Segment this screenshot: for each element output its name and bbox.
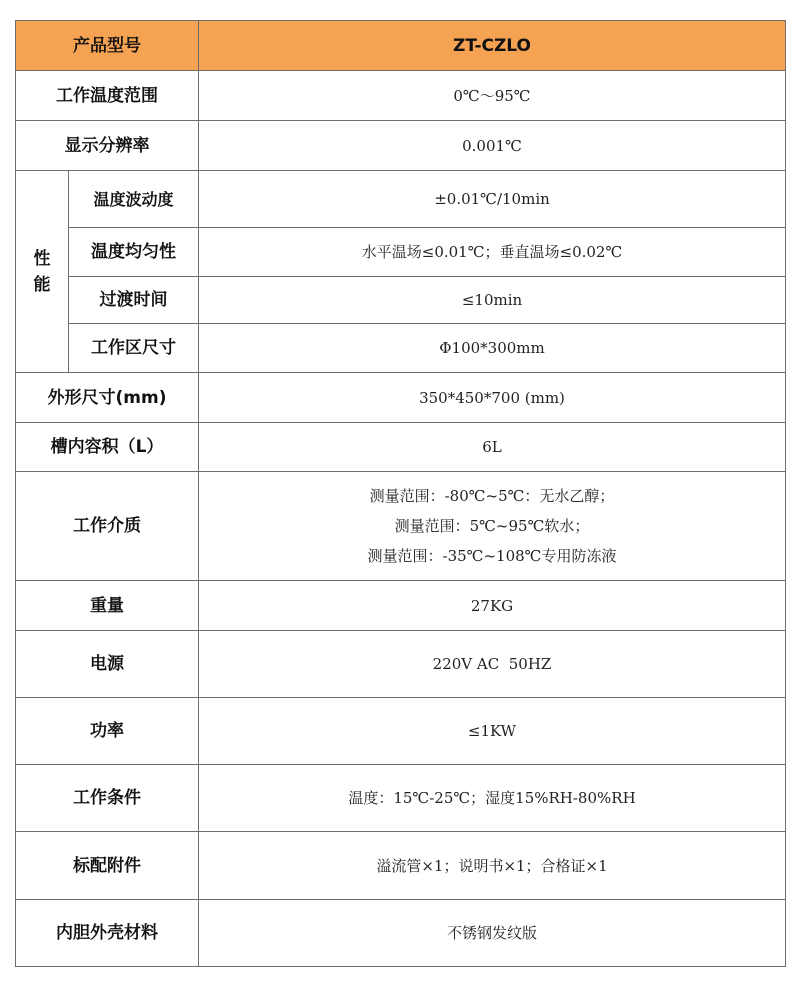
row-label-conditions: 工作条件 [16,765,199,832]
row-value-weight: 27KG [199,581,786,631]
row-label-material: 内胆外壳材料 [16,900,199,967]
medium-line-3: 测量范围：-35℃~108℃专用防冻液 [367,547,617,565]
row-value-temp-fluctuation: ±0.01℃/10min [199,171,786,228]
table-row [16,765,786,832]
row-label-weight: 重量 [16,581,199,631]
row-label-work-zone-size: 工作区尺寸 [69,324,199,373]
row-label-temp-fluctuation: 温度波动度 [69,171,199,228]
medium-line-2: 测量范围：5℃~95℃软水； [394,517,590,535]
table-row [16,900,786,967]
row-label-power-supply: 电源 [16,631,199,698]
table-row [16,581,786,631]
table-row [16,832,786,900]
row-label-dimensions: 外形尺寸(mm) [16,373,199,423]
row-value-volume: 6L [199,423,786,472]
row-label-accessories: 标配附件 [16,832,199,900]
table-row [16,373,786,423]
row-label-transition-time: 过渡时间 [69,277,199,324]
row-label-medium: 工作介质 [16,472,199,581]
table-row [16,121,786,171]
row-value-accessories: 溢流管×1；说明书×1；合格证×1 [199,832,786,900]
header-row [16,21,786,71]
row-value-work-zone-size: Φ100*300mm [199,324,786,373]
row-label-resolution: 显示分辨率 [16,121,199,171]
row-value-resolution: 0.001℃ [199,121,786,171]
medium-line-1: 测量范围：-80℃~5℃：无水乙醇； [369,487,615,505]
row-label-volume: 槽内容积（L） [16,423,199,472]
table-row [16,423,786,472]
spec-table [15,20,786,967]
table-row [16,472,786,581]
header-label: 产品型号 [16,21,199,71]
row-label-temp-range: 工作温度范围 [16,71,199,121]
table-row [16,277,786,324]
row-value-temp-range: 0℃～95℃ [199,71,786,121]
performance-group-label: 性能 [16,171,69,373]
row-value-medium [199,472,786,581]
row-label-temp-uniformity: 温度均匀性 [69,228,199,277]
table-row [16,171,786,228]
table-row [16,631,786,698]
row-label-power: 功率 [16,698,199,765]
table-row [16,228,786,277]
table-row [16,324,786,373]
table-row [16,71,786,121]
row-value-temp-uniformity: 水平温场≤0.01℃；垂直温场≤0.02℃ [199,228,786,277]
table-row [16,698,786,765]
row-value-material: 不锈钢发纹版 [199,900,786,967]
row-value-power: ≤1KW [199,698,786,765]
row-value-dimensions: 350*450*700 (mm) [199,373,786,423]
header-value: ZT-CZLO [199,21,786,71]
row-value-power-supply: 220V AC 50HZ [199,631,786,698]
row-value-transition-time: ≤10min [199,277,786,324]
row-value-conditions: 温度：15℃-25℃；湿度15%RH-80%RH [199,765,786,832]
